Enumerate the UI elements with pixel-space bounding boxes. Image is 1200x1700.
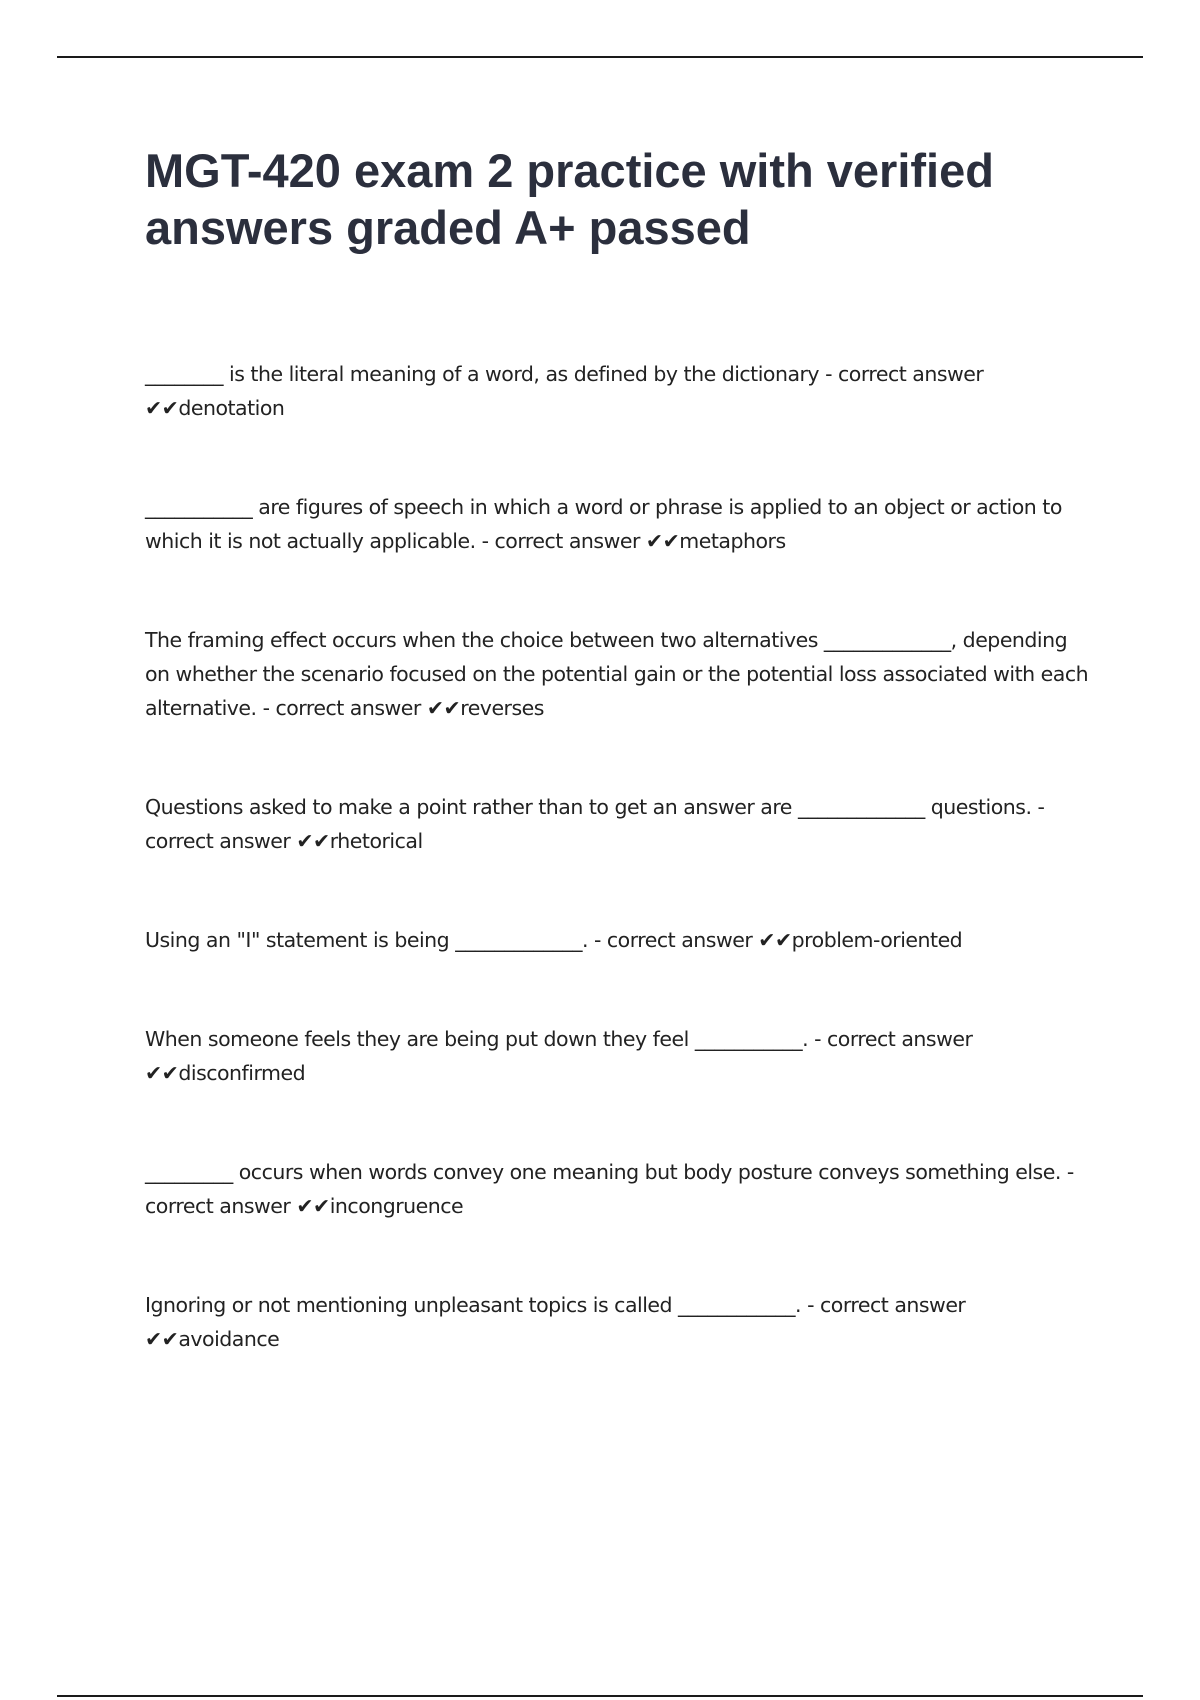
answer-text: disconfirmed: [178, 1061, 306, 1085]
answer-label: - correct answer: [814, 1027, 973, 1051]
question-text: Questions asked to make a point rather than to get an answer are _____________ questions.: [145, 795, 1032, 819]
answer-label: - correct answer: [262, 696, 421, 720]
question-text: Using an "I" statement is being _____________.: [145, 928, 588, 952]
question-item: [145, 790, 1095, 858]
question-item: [145, 1155, 1095, 1223]
question-item: [145, 623, 1095, 725]
question-item: [145, 357, 1095, 425]
question-text: _________ occurs when words convey one meaning but body posture conveys something else.: [145, 1160, 1061, 1184]
answer-text: rhetorical: [329, 829, 423, 853]
answer-text: avoidance: [178, 1327, 280, 1351]
answer-text: problem-oriented: [791, 928, 963, 952]
question-item: [145, 1288, 1095, 1356]
bottom-divider: [57, 1695, 1143, 1697]
answer-label: - correct answer: [145, 1160, 1074, 1218]
question-text: Ignoring or not mentioning unpleasant topics is called ____________.: [145, 1293, 802, 1317]
question-text: The framing effect occurs when the choice between two alternatives _____________, depending on whether the scenario focused on the potential gain or the potential loss associated with each alternative.: [145, 628, 1089, 720]
answer-label: - correct answer: [807, 1293, 966, 1317]
check-icon: ✔✔: [645, 529, 680, 553]
check-icon: ✔✔: [145, 396, 179, 420]
top-divider: [57, 56, 1143, 58]
answer-text: incongruence: [329, 1194, 464, 1218]
question-text: When someone feels they are being put down they feel ___________.: [145, 1027, 809, 1051]
check-icon: ✔✔: [426, 696, 461, 720]
answer-label: - correct answer: [594, 928, 753, 952]
question-list: [145, 357, 1095, 1356]
question-text: ___________ are figures of speech in which a word or phrase is applied to an object or action to which it is not actually applicable.: [145, 495, 1062, 553]
question-text: ________ is the literal meaning of a word, as defined by the dictionary: [145, 362, 820, 386]
check-icon: ✔✔: [145, 1327, 179, 1351]
check-icon: ✔✔: [296, 1194, 330, 1218]
check-icon: ✔✔: [758, 928, 792, 952]
answer-text: metaphors: [679, 529, 786, 553]
answer-label: - correct answer: [481, 529, 640, 553]
document-title: MGT-420 exam 2 practice with verified answers graded A+ passed: [145, 144, 994, 254]
answer-text: denotation: [178, 396, 285, 420]
answer-label: - correct answer: [145, 795, 1045, 853]
question-item: [145, 923, 1095, 957]
question-item: [145, 1022, 1095, 1090]
check-icon: ✔✔: [296, 829, 330, 853]
answer-label: - correct answer: [825, 362, 984, 386]
check-icon: ✔✔: [145, 1061, 179, 1085]
question-item: [145, 490, 1095, 558]
answer-text: reverses: [460, 696, 544, 720]
